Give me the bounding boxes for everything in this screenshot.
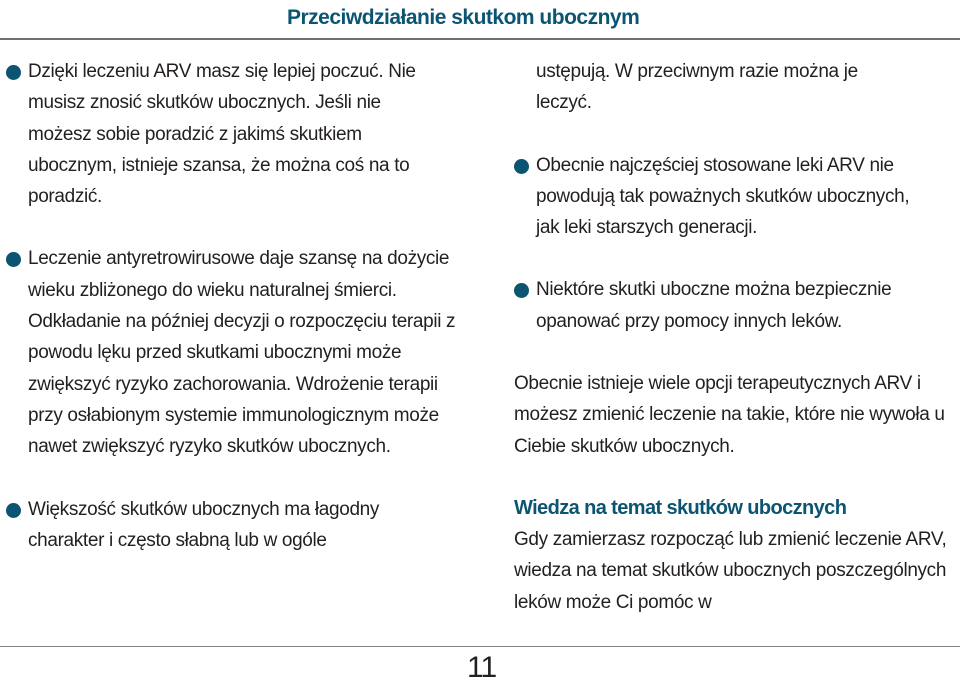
- footer-divider: [0, 646, 960, 647]
- bullet-dot-icon: [6, 252, 21, 267]
- bullet-dot-icon: [6, 65, 21, 80]
- bullet-item: [514, 274, 956, 337]
- body-paragraph: Obecnie istnieje wiele opcji terapeutycznych ARV i możesz zmienić leczenie na takie, które nie wywoła u Ciebie skutków ubocznych.: [514, 373, 945, 457]
- bullet-text: Większość skutków ubocznych ma łagodny charakter i często słabną lub w ogóle: [28, 498, 380, 551]
- page-number: 11: [467, 651, 497, 684]
- bullet-dot-icon: [514, 159, 529, 174]
- bullet-item: [6, 243, 458, 462]
- header-divider: [0, 38, 960, 40]
- bullet-item: [514, 150, 936, 244]
- right-column: [514, 56, 954, 618]
- continuation-text: [514, 56, 916, 119]
- left-column: [6, 56, 466, 587]
- continuation-text-content: ustępują. W przeciwnym razie można je leczyć.: [536, 61, 858, 114]
- section-text: Gdy zamierzasz rozpocząć lub zmienić leczenie ARV, wiedza na temat skutków ubocznych poszczególnych leków może Ci pomóc w: [514, 528, 947, 613]
- section-heading: Wiedza na temat skutków ubocznych: [514, 496, 847, 519]
- page-title: Przeciwdziałanie skutkom ubocznym: [287, 6, 640, 29]
- bullet-item: [6, 56, 448, 212]
- bullet-dot-icon: [6, 503, 21, 518]
- bullet-text: Obecnie najczęściej stosowane leki ARV nie powodują tak poważnych skutków ubocznych, jak leki starszych generacji.: [536, 154, 910, 239]
- bullet-text: Dzięki leczeniu ARV masz się lepiej poczuć. Nie musisz znosić skutków ubocznych. Jeśli nie możesz sobie poradzić z jakimś skutkiem ubocznym, istnieje szansa, że można coś na to poradzić.: [28, 61, 416, 208]
- bullet-item: [6, 494, 458, 557]
- bullet-text: Leczenie antyretrowirusowe daje szansę na dożycie wieku zbliżonego do wieku naturalnej śmierci. Odkładanie na później decyzji o rozpoczęciu terapii z powodu lęku przed skutkami ubocznymi może zwiększyć ryzyko zachorowania. Wdrożenie terapii przy osłabionym systemie immunologicznym może nawet zwiększyć ryzyko skutków ubocznych.: [28, 248, 456, 458]
- bullet-dot-icon: [514, 283, 529, 298]
- bullet-text: Niektóre skutki uboczne można bezpiecznie opanować przy pomocy innych leków.: [536, 279, 892, 332]
